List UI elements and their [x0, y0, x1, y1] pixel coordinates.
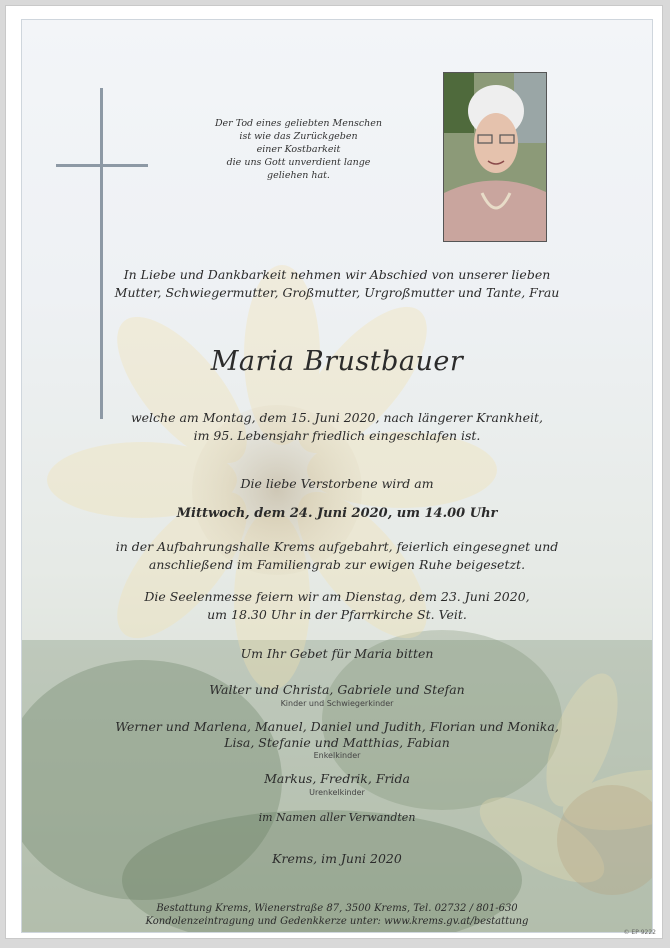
obituary-page	[5, 5, 663, 939]
intro-line: In Liebe und Dankbarkeit nehmen wir Abschied von unserer lieben	[123, 267, 551, 282]
quote-line: Der Tod eines geliebten Menschen	[214, 118, 383, 129]
family-great-grandchildren	[22, 770, 652, 798]
death-line: welche am Montag, dem 15. Juni 2020, nach längerer Krankheit,	[130, 410, 544, 425]
mass-line: Die Seelenmesse feiern wir am Dienstag, dem 23. Juni 2020,	[144, 589, 530, 604]
footer	[22, 902, 652, 928]
death-line: im 95. Lebensjahr friedlich eingeschlafen ist.	[193, 428, 481, 443]
portrait-illustration	[444, 73, 547, 242]
footer-line: Kondolenzeintragung und Gedenkkerze unter: www.krems.gv.at/bestattung	[145, 916, 529, 927]
death-notice	[22, 409, 652, 445]
funeral-date: Mittwoch, dem 24. Juni 2020, um 14.00 Uhr	[176, 506, 498, 521]
family-relation: Enkelkinder	[313, 751, 361, 760]
family-children	[22, 681, 652, 709]
funeral-place-line: in der Aufbahrungshalle Krems aufgebahrt, feierlich eingesegnet und	[115, 539, 559, 554]
obituary-panel	[21, 19, 653, 933]
family-grandchildren	[22, 719, 652, 761]
print-code: © EP 9222	[623, 929, 656, 936]
mass-line: um 18.30 Uhr in der Pfarrkirche St. Veit.	[207, 607, 467, 622]
memorial-quote	[206, 117, 391, 182]
family-names: Lisa, Stefanie und Matthias, Fabian	[224, 735, 450, 750]
cross-horizontal	[56, 164, 148, 167]
quote-line: einer Kostbarkeit	[256, 144, 341, 155]
family-names: Werner und Marlena, Manuel, Daniel und Judith, Florian und Monika,	[115, 719, 559, 734]
family-relation: Kinder und Schwiegerkinder	[280, 699, 394, 708]
portrait-photo	[443, 72, 547, 242]
funeral-place-line: anschließend im Familiengrab zur ewigen Ruhe beigesetzt.	[148, 557, 526, 572]
prayer-request: Um Ihr Gebet für Maria bitten	[240, 646, 434, 661]
quote-line: geliehen hat.	[267, 170, 330, 181]
intro-text	[22, 266, 652, 302]
quote-line: ist wie das Zurückgeben	[239, 131, 358, 142]
deceased-name: Maria Brustbauer	[210, 346, 464, 377]
family-names: Walter und Christa, Gabriele und Stefan	[209, 682, 465, 697]
funeral-intro: Die liebe Verstorbene wird am	[240, 476, 434, 491]
relatives-note: im Namen aller Verwandten	[258, 811, 416, 824]
intro-line: Mutter, Schwiegermutter, Großmutter, Urgroßmutter und Tante, Frau	[114, 285, 560, 300]
funeral-place	[22, 538, 652, 574]
mass-notice	[22, 588, 652, 624]
family-names: Markus, Fredrik, Frida	[264, 771, 410, 786]
quote-line: die uns Gott unverdient lange	[226, 157, 371, 168]
place-date: Krems, im Juni 2020	[272, 851, 402, 866]
family-relation: Urenkelkinder	[309, 788, 365, 797]
footer-line: Bestattung Krems, Wienerstraße 87, 3500 Krems, Tel. 02732 / 801-630	[156, 903, 518, 914]
